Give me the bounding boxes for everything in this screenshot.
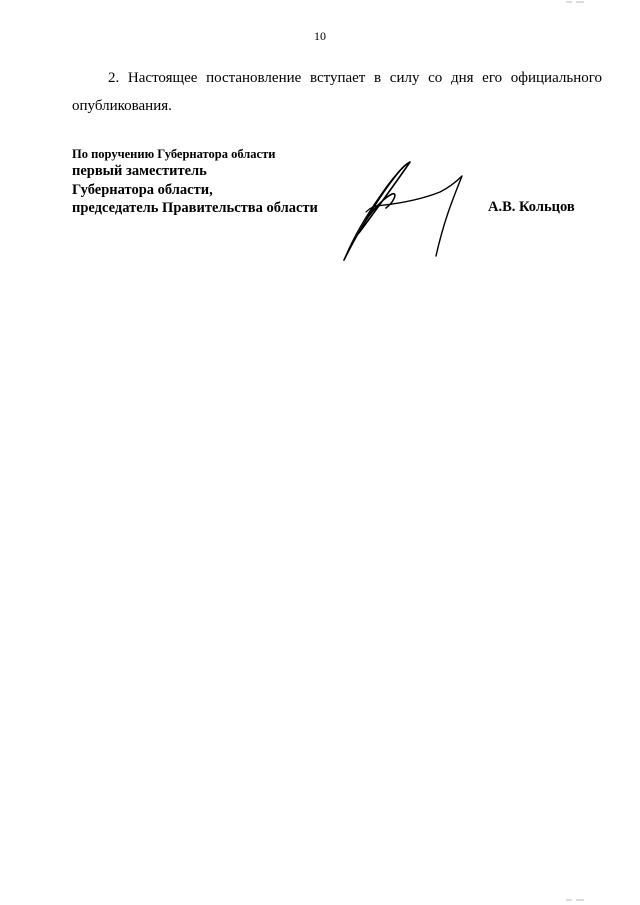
signatory-title-line-4: председатель Правительства области: [72, 200, 318, 216]
paragraph-line-1: 2. Настоящее постановление вступает в силу со дня его официального: [108, 70, 602, 86]
signatory-title-line-1: По поручению Губернатора области: [72, 147, 276, 161]
signer-name: А.В. Кольцов: [488, 199, 575, 215]
body-paragraph: [72, 64, 602, 120]
scan-artifact-bottom: [566, 898, 584, 902]
signatory-title-line-3: Губернатора области,: [72, 181, 213, 198]
signatory-title-line-2: первый заместитель: [72, 163, 207, 179]
signatory-title-block: [72, 146, 318, 218]
scan-artifact-top: [566, 0, 584, 4]
page-number: 10: [314, 29, 326, 43]
handwritten-signature: [336, 156, 486, 264]
paragraph-line-2: опубликования.: [72, 98, 172, 114]
